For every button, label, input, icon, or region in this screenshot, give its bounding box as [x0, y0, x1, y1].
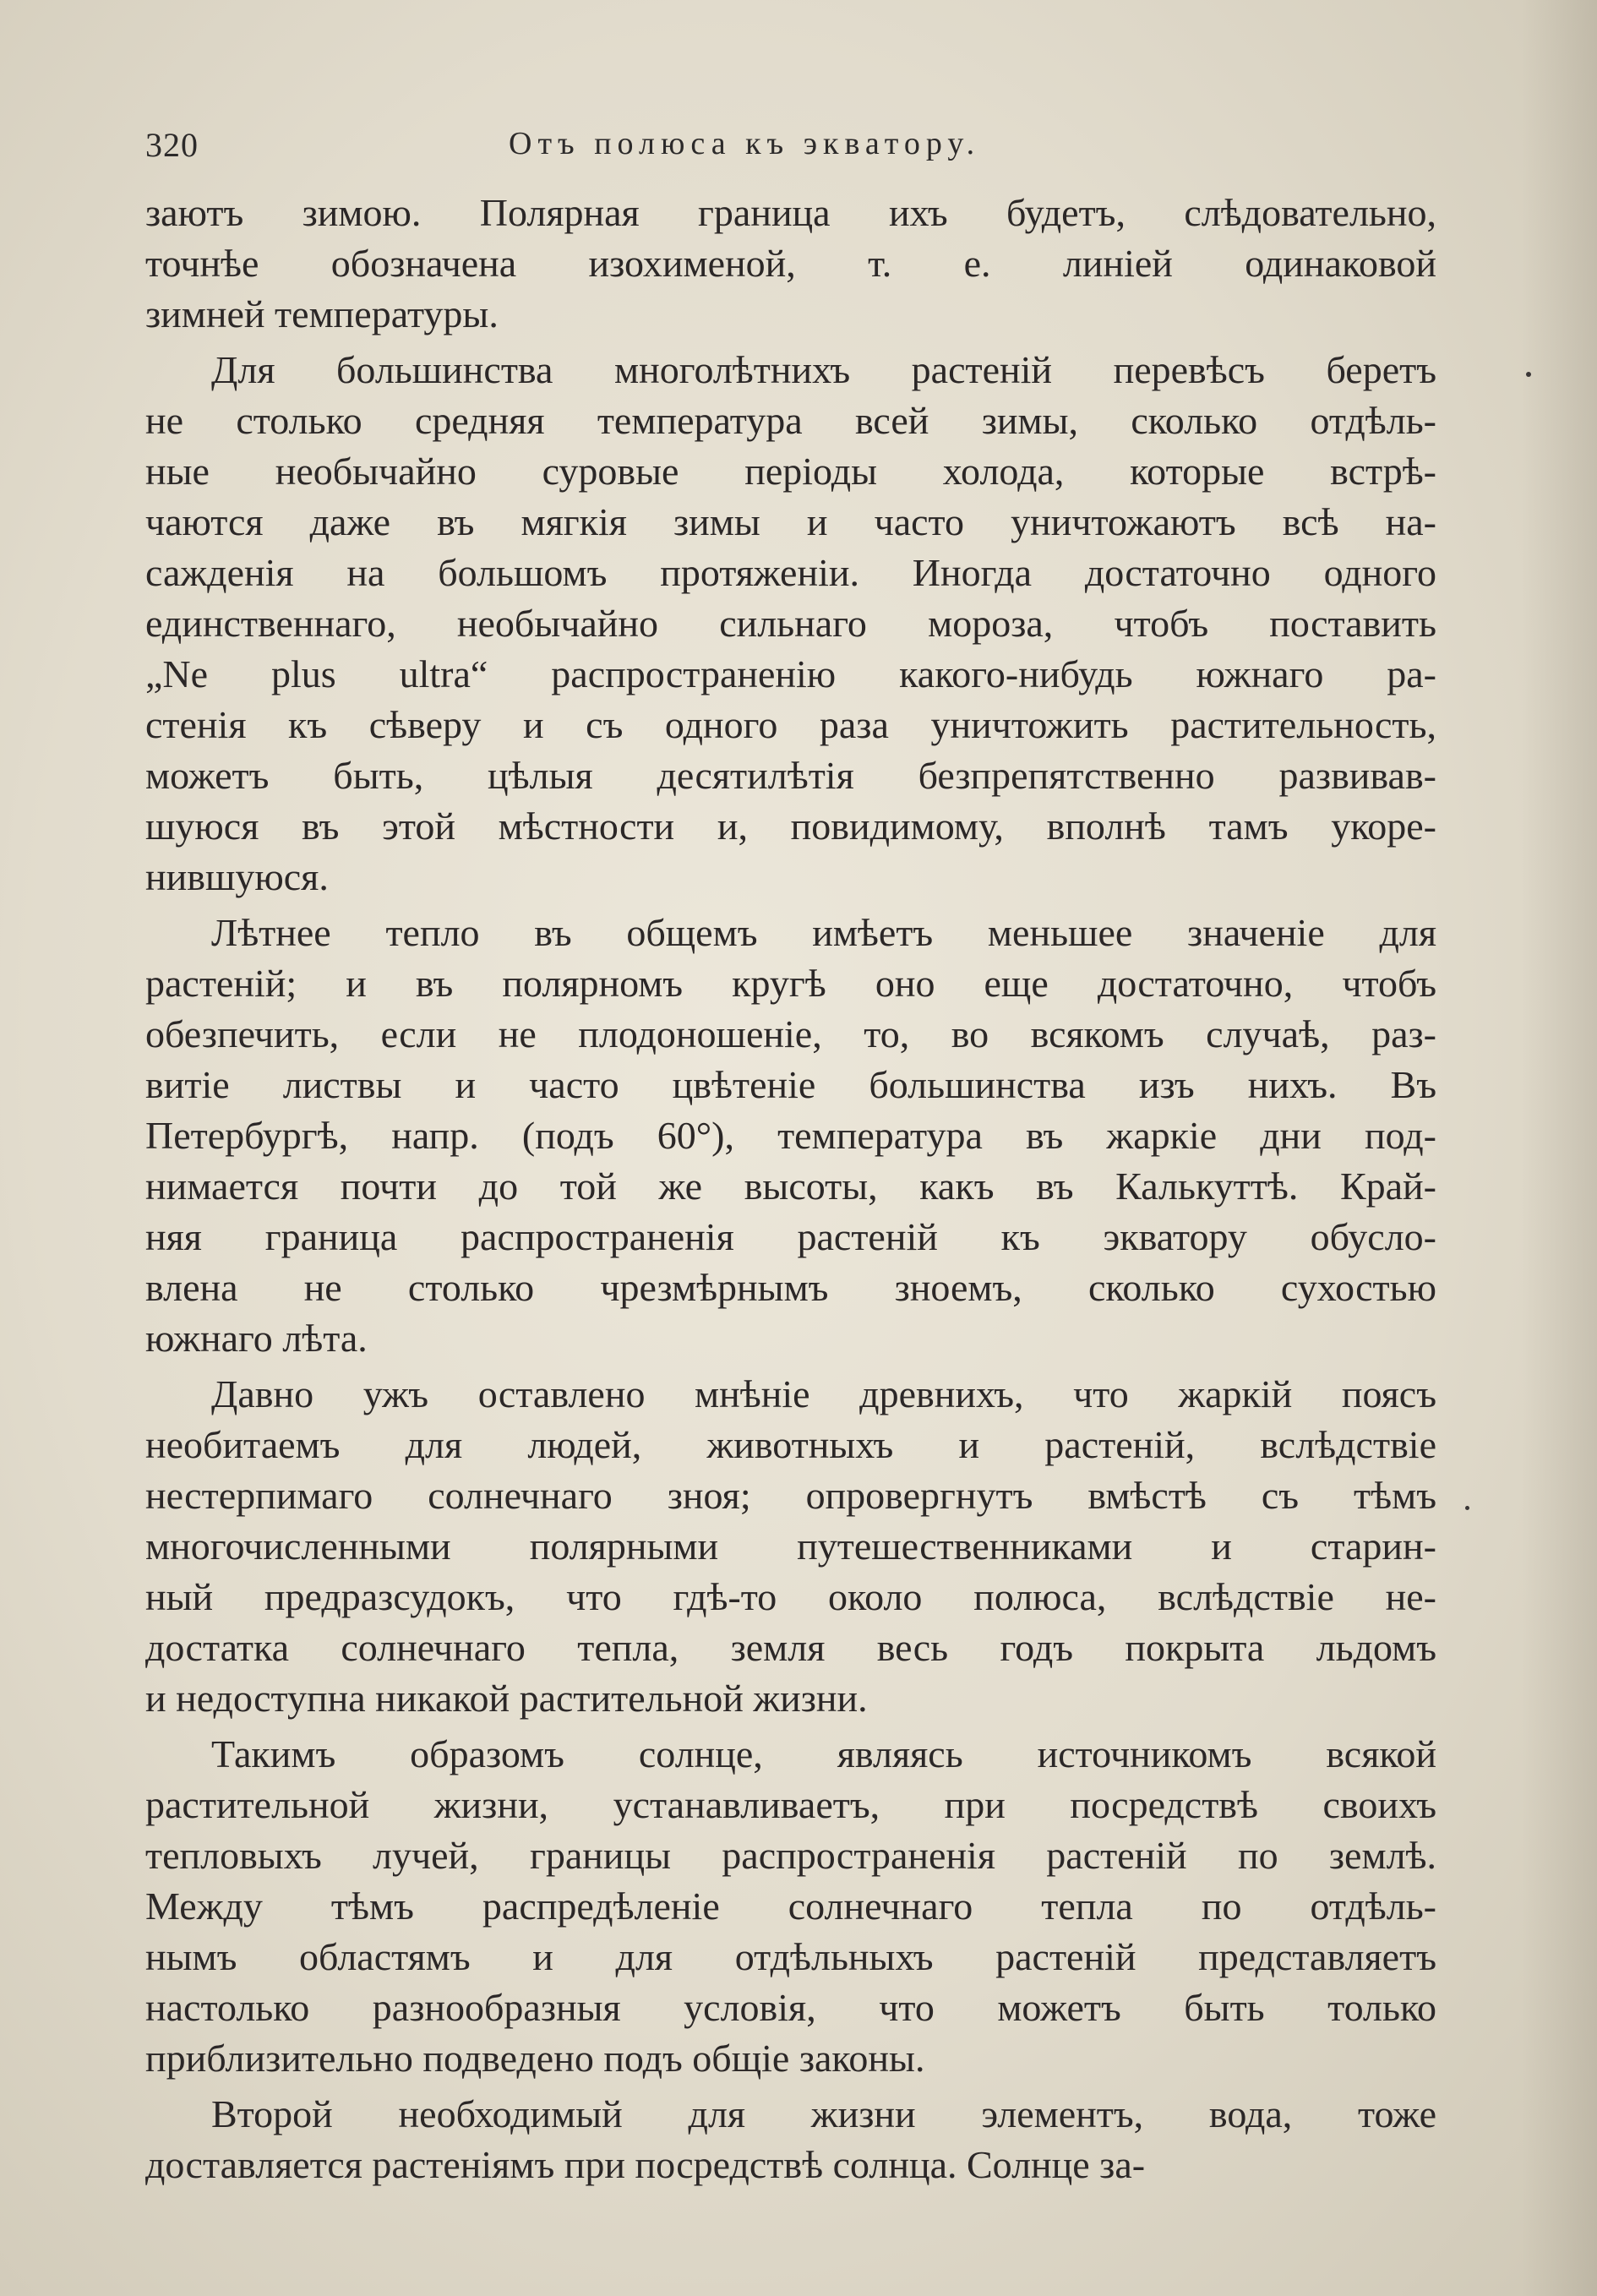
text-line: единственнаго, необычайно сильнаго мороза, чтобъ поставить [145, 602, 1436, 645]
text-line: влена не столько чрезмѣрнымъ зноемъ, сколько сухостью [145, 1266, 1436, 1309]
text-line: можетъ быть, цѣлыя десятилѣтія безпрепятственно развивав- [145, 754, 1436, 797]
text-line: многочисленными полярными путешественниками и старин- [145, 1524, 1436, 1568]
text-line: нимается почти до той же высоты, какъ въ Калькуттѣ. Край- [145, 1164, 1436, 1208]
text-line: заютъ зимою. Полярная граница ихъ будетъ, слѣдовательно, [145, 191, 1436, 234]
paragraph [145, 2089, 1436, 2190]
text-line: ные необычайно суровые періоды холода, которые встрѣ- [145, 450, 1436, 493]
paragraph [145, 1729, 1436, 2084]
page-number: 320 [145, 126, 199, 164]
text-line: шуюся въ этой мѣстности и, повидимому, вполнѣ тамъ укоре- [145, 804, 1436, 848]
text-line: южнаго лѣта. [145, 1317, 368, 1360]
text-line: достатка солнечнаго тепла, земля весь годъ покрыта льдомъ [145, 1626, 1436, 1669]
paragraph [145, 345, 1436, 903]
paragraph [145, 188, 1436, 340]
text-line: чаются даже въ мягкія зимы и часто уничтожаютъ всѣ на- [145, 500, 1436, 543]
text-line: витіе листвы и часто цвѣтеніе большинства изъ нихъ. Въ [145, 1063, 1436, 1106]
text-line: обезпечить, если не плодоношеніе, то, во всякомъ случаѣ, раз- [145, 1012, 1436, 1055]
text-line: и недоступна никакой растительной жизни. [145, 1677, 868, 1720]
text-line: зимней температуры. [145, 292, 499, 335]
text-line: ный предразсудокъ, что гдѣ-то около полюса, вслѣдствіе не- [145, 1575, 1436, 1618]
text-line: стенія къ сѣверу и съ одного раза уничтожить растительность, [145, 703, 1436, 746]
text-line: Второй необходимый для жизни элементъ, вода, тоже [211, 2092, 1436, 2135]
text-line: няя граница распространенія растеній къ экватору обусло- [145, 1215, 1436, 1258]
text-line: Такимъ образомъ солнце, являясь источникомъ всякой [211, 1732, 1436, 1775]
text-line: тепловыхъ лучей, границы распространенія растеній по землѣ. [145, 1834, 1436, 1877]
text-line: доставляется растеніямъ при посредствѣ солнца. Солнце за- [145, 2143, 1146, 2186]
text-line: нымъ областямъ и для отдѣльныхъ растеній представляетъ [145, 1935, 1436, 1978]
body-text [145, 188, 1436, 2190]
text-line: сажденія на большомъ протяженіи. Иногда достаточно одного [145, 551, 1436, 594]
text-line: Для большинства многолѣтнихъ растеній перевѣсъ беретъ [211, 348, 1436, 391]
text-line: настолько разнообразныя условія, что можетъ быть только [145, 1986, 1436, 2029]
text-line: Между тѣмъ распредѣленіе солнечнаго тепла по отдѣль- [145, 1884, 1436, 1928]
text-line: приблизительно подведено подъ общіе законы. [145, 2037, 925, 2080]
text-line: нестерпимаго солнечнаго зноя; опровергнутъ вмѣстѣ съ тѣмъ [145, 1474, 1436, 1517]
text-line: необитаемъ для людей, животныхъ и растеній, вслѣдствіе [145, 1423, 1436, 1466]
running-title: Отъ полюса къ экватору. [509, 126, 981, 161]
text-line: не столько средняя температура всей зимы, сколько отдѣль- [145, 399, 1436, 442]
text-line: Петербургѣ, напр. (подъ 60°), температура въ жаркіе дни под- [145, 1114, 1436, 1157]
paragraph [145, 1369, 1436, 1724]
text-line: растеній; и въ полярномъ кругѣ оно еще достаточно, чтобъ [145, 962, 1436, 1005]
text-line: точнѣе обозначена изохименой, т. е. линіей одинаковой [145, 242, 1436, 285]
page-header [145, 125, 1430, 176]
text-line: нившуюся. [145, 855, 329, 898]
paragraph [145, 908, 1436, 1364]
text-line: Лѣтнее тепло въ общемъ имѣетъ меньшее значеніе для [211, 911, 1436, 954]
text-line: Давно ужъ оставлено мнѣніе древнихъ, что жаркій поясъ [211, 1372, 1436, 1415]
print-speck [1526, 372, 1531, 377]
text-line: растительной жизни, устанавливаетъ, при посредствѣ своихъ [145, 1783, 1436, 1826]
print-speck [1465, 1506, 1469, 1510]
text-line: „Ne plus ultra“ распространенію какого-нибудь южнаго ра- [145, 652, 1436, 695]
page-edge-shadow [1521, 0, 1597, 2296]
